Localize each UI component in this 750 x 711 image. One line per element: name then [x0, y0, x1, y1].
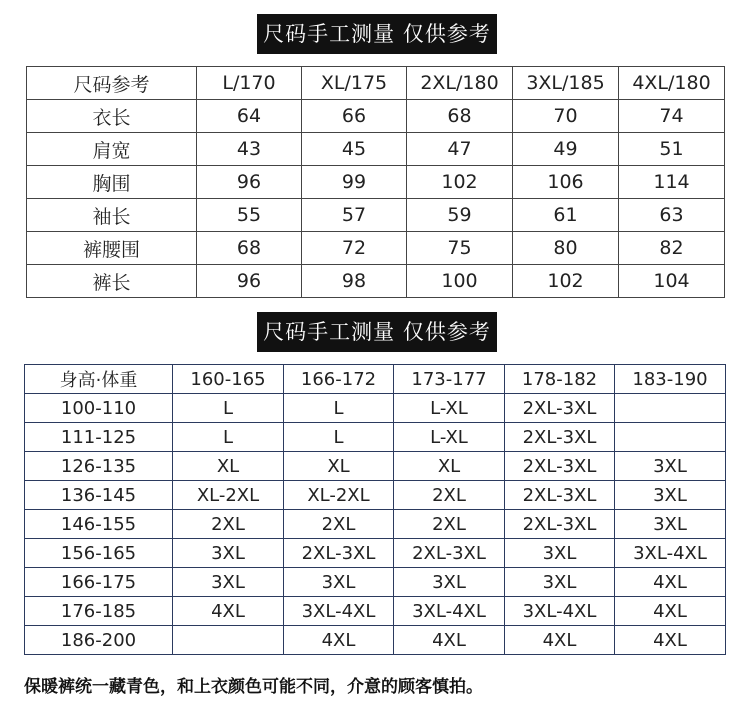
column-header: 166-172 — [284, 365, 394, 394]
size-table-header-row — [27, 67, 725, 100]
table-cell: 102 — [407, 166, 513, 199]
table-cell: L — [284, 423, 394, 452]
table-cell: 3XL-4XL — [505, 597, 615, 626]
row-label: 146-155 — [25, 510, 173, 539]
color-note: 保暖裤统一藏青色，和上衣颜色可能不同，介意的顾客慎拍。 — [24, 677, 483, 697]
table-cell: 3XL — [173, 568, 284, 597]
table-cell: 59 — [407, 199, 513, 232]
table-cell: XL-2XL — [284, 481, 394, 510]
table-cell: 4XL — [284, 626, 394, 655]
column-header: 身高·体重 — [25, 365, 173, 394]
table-cell: 2XL — [284, 510, 394, 539]
table-cell: 70 — [513, 100, 619, 133]
table-cell: 96 — [197, 265, 302, 298]
table-cell: 4XL — [505, 626, 615, 655]
table-cell: 43 — [197, 133, 302, 166]
table-cell: XL — [394, 452, 505, 481]
table-cell: 2XL — [394, 510, 505, 539]
table-cell: 2XL — [173, 510, 284, 539]
table-row — [27, 133, 725, 166]
table-row — [25, 423, 726, 452]
table-cell: 4XL — [615, 597, 726, 626]
table-cell: 68 — [407, 100, 513, 133]
table-cell: 4XL — [173, 597, 284, 626]
table-cell: 100 — [407, 265, 513, 298]
table-cell: 75 — [407, 232, 513, 265]
row-label: 156-165 — [25, 539, 173, 568]
table-row — [27, 100, 725, 133]
column-header: 3XL/185 — [513, 67, 619, 100]
table-row — [25, 394, 726, 423]
table-cell: L-XL — [394, 423, 505, 452]
table-cell: 99 — [302, 166, 407, 199]
column-header: 178-182 — [505, 365, 615, 394]
table-cell: 3XL — [173, 539, 284, 568]
table-row — [25, 626, 726, 655]
table-cell: 2XL-3XL — [505, 452, 615, 481]
row-label: 胸围 — [27, 166, 197, 199]
column-header: 160-165 — [173, 365, 284, 394]
table-cell: 102 — [513, 265, 619, 298]
table-cell: 2XL-3XL — [505, 423, 615, 452]
row-label: 衣长 — [27, 100, 197, 133]
table-row — [25, 539, 726, 568]
row-label: 肩宽 — [27, 133, 197, 166]
table-cell: 55 — [197, 199, 302, 232]
column-header: 173-177 — [394, 365, 505, 394]
table-row — [27, 232, 725, 265]
table-cell: 82 — [619, 232, 725, 265]
row-label: 裤腰围 — [27, 232, 197, 265]
fit-table-banner: 尺码手工测量 仅供参考 — [257, 312, 497, 352]
table-cell: 51 — [619, 133, 725, 166]
table-cell: L — [173, 394, 284, 423]
table-cell: 3XL — [394, 568, 505, 597]
table-cell: 2XL-3XL — [284, 539, 394, 568]
column-header: L/170 — [197, 67, 302, 100]
table-cell: 2XL — [394, 481, 505, 510]
table-cell: 2XL-3XL — [505, 510, 615, 539]
table-row — [25, 510, 726, 539]
row-label: 111-125 — [25, 423, 173, 452]
table-cell: 63 — [619, 199, 725, 232]
row-label: 100-110 — [25, 394, 173, 423]
table-cell: 96 — [197, 166, 302, 199]
table-cell: 45 — [302, 133, 407, 166]
table-cell: 4XL — [615, 626, 726, 655]
table-cell: 104 — [619, 265, 725, 298]
table-row — [25, 452, 726, 481]
table-row — [27, 166, 725, 199]
table-cell: 106 — [513, 166, 619, 199]
table-cell: 3XL — [615, 481, 726, 510]
table-cell: 61 — [513, 199, 619, 232]
table-cell: L — [173, 423, 284, 452]
table-cell — [173, 626, 284, 655]
column-header: XL/175 — [302, 67, 407, 100]
row-label: 袖长 — [27, 199, 197, 232]
table-cell: 2XL-3XL — [505, 394, 615, 423]
table-cell: 57 — [302, 199, 407, 232]
height-weight-fit-table — [24, 364, 726, 655]
table-cell: 66 — [302, 100, 407, 133]
fit-table-header-row — [25, 365, 726, 394]
table-cell: 4XL — [394, 626, 505, 655]
table-cell: 49 — [513, 133, 619, 166]
table-cell: 64 — [197, 100, 302, 133]
table-cell: XL — [173, 452, 284, 481]
table-cell — [615, 423, 726, 452]
table-cell — [615, 394, 726, 423]
table-cell: 3XL — [284, 568, 394, 597]
table-cell: 47 — [407, 133, 513, 166]
table-row — [25, 481, 726, 510]
table-cell: XL-2XL — [173, 481, 284, 510]
table-cell: 2XL-3XL — [394, 539, 505, 568]
row-label: 166-175 — [25, 568, 173, 597]
table-row — [25, 597, 726, 626]
size-chart-table — [26, 66, 725, 298]
table-cell: 4XL — [615, 568, 726, 597]
table-cell: 2XL-3XL — [505, 481, 615, 510]
column-header: 尺码参考 — [27, 67, 197, 100]
row-label: 136-145 — [25, 481, 173, 510]
table-cell: L-XL — [394, 394, 505, 423]
column-header: 2XL/180 — [407, 67, 513, 100]
table-cell: 3XL — [505, 568, 615, 597]
size-table-banner: 尺码手工测量 仅供参考 — [257, 14, 497, 54]
row-label: 126-135 — [25, 452, 173, 481]
table-cell: 3XL-4XL — [394, 597, 505, 626]
table-cell: 114 — [619, 166, 725, 199]
table-cell: XL — [284, 452, 394, 481]
table-cell: L — [284, 394, 394, 423]
table-cell: 68 — [197, 232, 302, 265]
table-cell: 72 — [302, 232, 407, 265]
table-cell: 3XL — [615, 452, 726, 481]
table-row — [27, 199, 725, 232]
row-label: 186-200 — [25, 626, 173, 655]
table-cell: 80 — [513, 232, 619, 265]
table-cell: 74 — [619, 100, 725, 133]
table-cell: 3XL — [505, 539, 615, 568]
row-label: 176-185 — [25, 597, 173, 626]
column-header: 4XL/180 — [619, 67, 725, 100]
column-header: 183-190 — [615, 365, 726, 394]
row-label: 裤长 — [27, 265, 197, 298]
table-row — [25, 568, 726, 597]
table-cell: 3XL — [615, 510, 726, 539]
table-cell: 3XL-4XL — [284, 597, 394, 626]
table-cell: 98 — [302, 265, 407, 298]
table-cell: 3XL-4XL — [615, 539, 726, 568]
table-row — [27, 265, 725, 298]
